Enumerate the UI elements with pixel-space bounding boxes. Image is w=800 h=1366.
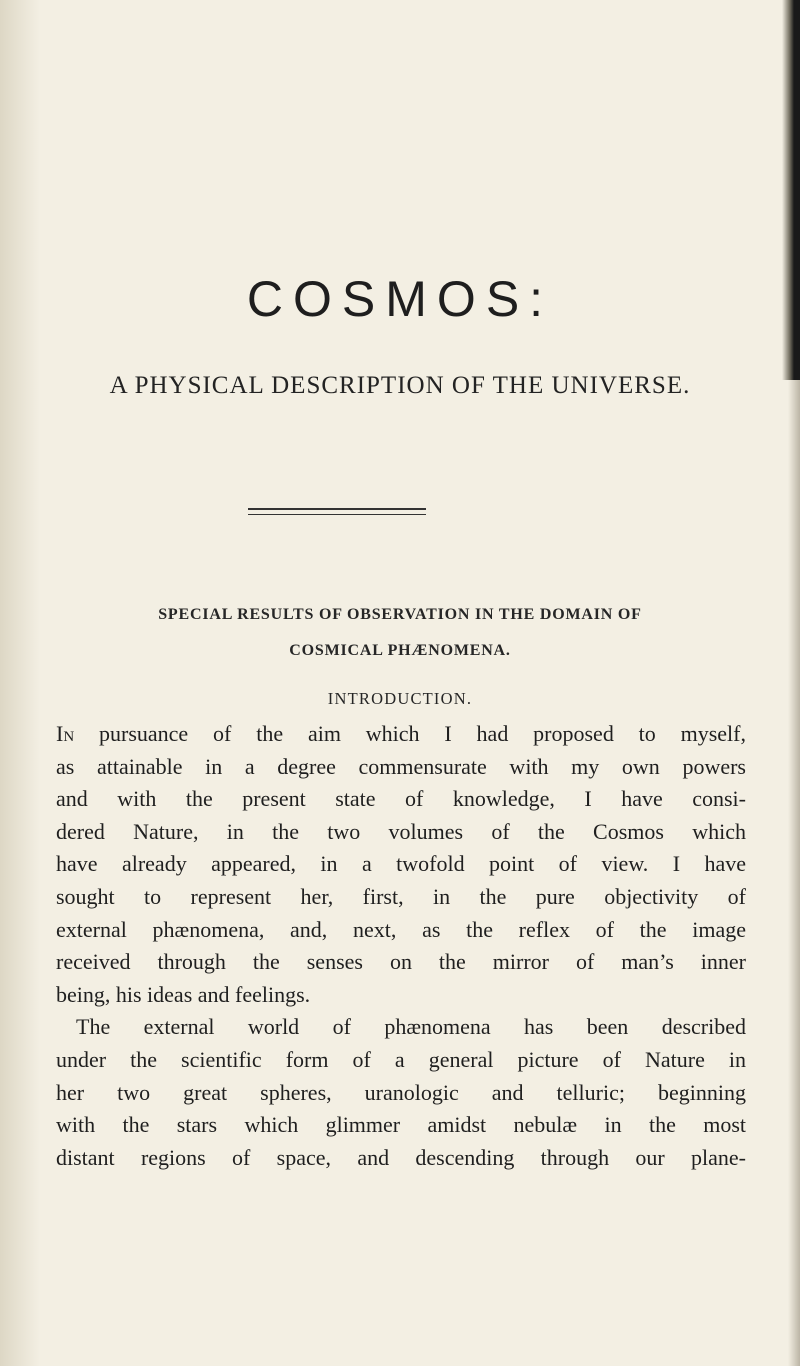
paragraph-line: being, his ideas and feelings. [56,981,311,1007]
paragraph-1 [56,718,746,1011]
title-rule-thick [248,508,426,510]
drop-word: In [56,721,75,746]
body-text [56,718,746,1174]
paragraph-line: have already appeared, in a twofold point of view. I have [56,851,746,877]
page-edge-shadow [788,380,800,1366]
paragraph-2 [56,1011,746,1174]
section-heading-line-2: COSMICAL PHÆNOMENA. [289,642,511,659]
paragraph-line: as attainable in a degree commensurate with my own powers [56,753,746,779]
paragraph-line: received through the senses on the mirror of man’s inner [56,949,746,975]
paragraph-line: and with the present state of knowledge, I have consi- [56,786,746,812]
paragraph-line: sought to represent her, first, in the pure objectivity of [56,883,746,909]
paragraph-line: distant regions of space, and descending through our plane- [56,1144,746,1170]
paragraph-line: dered Nature, in the two volumes of the Cosmos which [56,818,746,844]
paragraph-line: The external world of phænomena has been described [76,1014,746,1040]
book-subtitle: A PHYSICAL DESCRIPTION OF THE UNIVERSE. [109,372,691,399]
book-title: COSMOS: [246,271,554,327]
paragraph-line: under the scientific form of a general picture of Nature in [56,1046,746,1072]
paragraph-line: In pursuance of the aim which I had proposed to myself, [56,721,746,746]
paragraph-line: external phænomena, and, next, as the reflex of the image [56,916,746,942]
introduction-heading: INTRODUCTION. [327,689,473,708]
title-rule-thin [248,514,426,515]
page-gutter-shadow [0,0,40,1366]
section-heading [50,597,750,669]
section-heading-line-1: SPECIAL RESULTS OF OBSERVATION IN THE DOMAIN OF [158,606,642,623]
paragraph-line: her two great spheres, uranologic and telluric; beginning [56,1079,746,1105]
paragraph-line: with the stars which glimmer amidst nebulæ in the most [56,1112,746,1138]
